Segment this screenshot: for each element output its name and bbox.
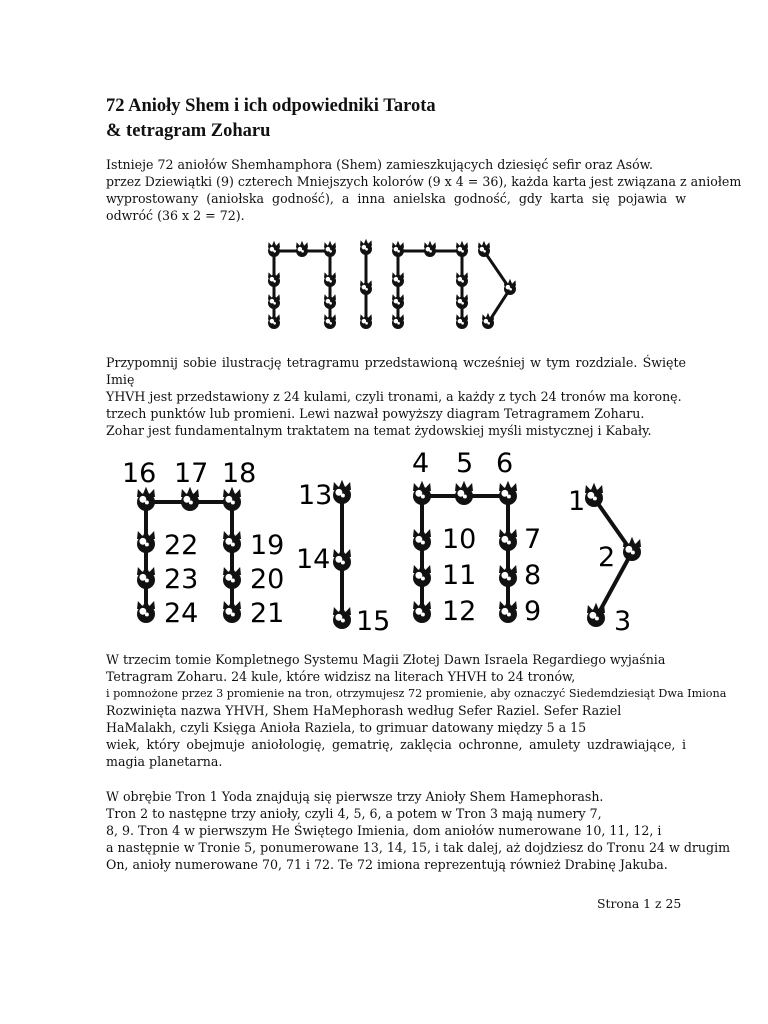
tetragram-small-he-final [268, 241, 336, 329]
orb-highlight [461, 250, 464, 253]
orb-highlight [329, 250, 332, 253]
throne-orb [413, 563, 431, 587]
throne-label: 21 [250, 598, 285, 629]
throne-label: 17 [174, 458, 209, 489]
throne-orb [424, 241, 436, 257]
orb-highlight [421, 540, 425, 544]
orb-highlight [421, 494, 425, 498]
throne-orb [456, 293, 468, 309]
paragraph-regardie [106, 651, 727, 770]
orb-highlight [507, 540, 511, 544]
orb-highlight [487, 322, 490, 325]
orb-highlight [429, 250, 432, 253]
orb-highlight [421, 576, 425, 580]
throne-label: 11 [442, 560, 477, 591]
throne-label: 6 [496, 448, 514, 479]
text-line: YHVH jest przedstawiony z 24 kulami, czyli tronami, a każdy z tych 24 tronów ma koronę. [106, 389, 682, 404]
orb-highlight [329, 280, 332, 283]
text-line: 8, 9. Tron 4 w pierwszym He Świętego Imienia, dom aniołów numerowane 10, 11, 12, i [106, 823, 662, 838]
text-line: Zohar jest fundamentalnym traktatem na temat żydowskiej myśli mistycznej i Kabały. [106, 423, 652, 438]
throne-orb [413, 527, 431, 551]
orb-highlight [231, 612, 235, 616]
throne-label: 19 [250, 530, 285, 561]
throne-label: 2 [598, 542, 616, 573]
throne-orb [499, 599, 517, 623]
orb-highlight [463, 494, 467, 498]
orb-highlight [341, 618, 345, 622]
text-line: On, anioły numerowane 70, 71 i 72. Te 72 imiona reprezentują również Drabinę Jakuba. [106, 857, 668, 872]
orb-highlight [365, 248, 368, 251]
paragraph-tetragram [106, 354, 686, 439]
document-title [106, 94, 686, 144]
throne-orb [392, 241, 404, 257]
throne-orb [392, 313, 404, 329]
throne-orb [456, 271, 468, 287]
text-line: odwróć (36 x 2 = 72). [106, 208, 245, 223]
throne-label: 1 [568, 486, 586, 517]
orb-highlight [397, 322, 400, 325]
orb-highlight [341, 560, 345, 564]
throne-label: 20 [250, 564, 285, 595]
throne-label: 8 [524, 560, 542, 591]
orb-highlight [329, 302, 332, 305]
throne-orb [181, 487, 199, 511]
text-line: HaMalakh, czyli Księga Anioła Raziela, to grimuar datowany między 5 a 15 [106, 720, 587, 735]
orb-highlight [231, 578, 235, 582]
orb-highlight [145, 612, 149, 616]
throne-orb [137, 599, 155, 623]
text-line: Tetragram Zoharu. 24 kule, które widzisz na literach YHVH to 24 tronów, [106, 669, 576, 684]
throne-orb [268, 271, 280, 287]
throne-orb [413, 599, 431, 623]
orb-highlight [483, 250, 486, 253]
throne-orb [585, 483, 603, 507]
orb-highlight [461, 302, 464, 305]
tetragram-small-vav [360, 239, 372, 329]
throne-orb [499, 481, 517, 505]
orb-highlight [631, 550, 635, 554]
orb-highlight [231, 500, 235, 504]
text-line: Rozwinięta nazwa YHVH, Shem HaMephorash według Sefer Raziel. Sefer Raziel [106, 703, 622, 718]
throne-orb [268, 293, 280, 309]
throne-orb [324, 313, 336, 329]
throne-orb [360, 313, 372, 329]
throne-orb [333, 547, 351, 571]
text-line: Tron 2 to następne trzy anioły, czyli 4, 5, 6, a potem w Tron 3 mają numery 7, [106, 806, 602, 821]
orb-highlight [397, 280, 400, 283]
tetragram-small-yod [478, 241, 516, 329]
orb-highlight [365, 288, 368, 291]
orb-highlight [461, 280, 464, 283]
throne-orb [413, 481, 431, 505]
page-number: Strona 1 z 25 [597, 896, 682, 911]
throne-orb [392, 293, 404, 309]
orb-highlight [397, 250, 400, 253]
tetragram-small-he-first [392, 241, 468, 329]
text-line: i pomnożone przez 3 promienie na tron, otrzymujesz 72 promienie, aby oznaczyć Siedemdziesiąt Dwa Imiona [106, 687, 727, 700]
text-line: magia planetarna. [106, 754, 223, 769]
throne-orb [223, 529, 241, 553]
orb-highlight [365, 322, 368, 325]
orb-highlight [595, 616, 599, 620]
throne-orb [360, 239, 372, 255]
text-line: wyprostowany (aniołska godność), a inna anielska godność, gdy karta się pojawia w [106, 191, 686, 206]
orb-highlight [341, 493, 345, 497]
throne-orb [223, 565, 241, 589]
throne-label: 22 [164, 530, 199, 561]
throne-orb [223, 599, 241, 623]
text-line: trzech punktów lub promieni. Lewi nazwał powyższy diagram Tetragramem Zoharu. [106, 406, 645, 421]
throne-orb [324, 271, 336, 287]
throne-orb [499, 527, 517, 551]
tetragram-figure-numbered [116, 440, 656, 636]
throne-label: 12 [442, 596, 477, 627]
throne-orb [268, 313, 280, 329]
orb-highlight [507, 576, 511, 580]
orb-highlight [507, 494, 511, 498]
letter-strokes [333, 480, 351, 629]
orb-highlight [593, 496, 597, 500]
title-line-2: & tetragram Zoharu [106, 121, 271, 141]
orb-highlight [273, 322, 276, 325]
throne-orb [333, 480, 351, 504]
throne-orb [392, 271, 404, 287]
throne-orb [456, 241, 468, 257]
throne-label: 7 [524, 524, 542, 555]
text-line: a następnie w Tronie 5, ponumerowane 13, 14, 15, i tak dalej, aż dojdziesz do Tronu 24 w drugim [106, 840, 731, 855]
orb-highlight [189, 500, 193, 504]
text-line: przez Dziewiątki (9) czterech Mniejszych kolorów (9 x 4 = 36), każda karta jest związana z aniołem [106, 174, 742, 189]
orb-highlight [273, 250, 276, 253]
orb-highlight [507, 612, 511, 616]
orb-highlight [301, 250, 304, 253]
tetragram-he-final-letter [122, 458, 284, 629]
orb-highlight [273, 302, 276, 305]
throne-label: 23 [164, 564, 199, 595]
throne-label: 14 [296, 544, 331, 575]
throne-orb [478, 241, 490, 257]
throne-orb [360, 279, 372, 295]
throne-orb [137, 565, 155, 589]
title-line-1: 72 Anioły Shem i ich odpowiedniki Tarota [106, 96, 436, 116]
orb-highlight [145, 500, 149, 504]
throne-label: 24 [164, 598, 199, 629]
text-line: Istnieje 72 aniołów Shemhamphora (Shem) zamieszkujących dziesięć sefir oraz Asów. [106, 157, 653, 172]
orb-highlight [273, 280, 276, 283]
orb-highlight [145, 542, 149, 546]
throne-orb [223, 487, 241, 511]
paragraph-intro [106, 156, 742, 224]
throne-orb [333, 605, 351, 629]
throne-orb [324, 241, 336, 257]
throne-orb [324, 293, 336, 309]
paragraph-thrones [106, 788, 731, 873]
throne-orb [137, 487, 155, 511]
tetragram-he-first-letter [412, 448, 541, 627]
tetragram-yod-letter [568, 483, 641, 636]
orb-highlight [509, 288, 512, 291]
orb-highlight [461, 322, 464, 325]
tetragram-vav-letter [296, 480, 390, 636]
tetragram-figure-small [258, 231, 520, 341]
orb-highlight [145, 578, 149, 582]
orb-highlight [231, 542, 235, 546]
throne-label: 9 [524, 596, 542, 627]
throne-orb [455, 481, 473, 505]
orb-highlight [421, 612, 425, 616]
throne-label: 4 [412, 448, 430, 479]
text-line: Przypomnij sobie ilustrację tetragramu przedstawioną wcześniej w tym rozdziale. Święte Imię [106, 355, 686, 387]
orb-highlight [397, 302, 400, 305]
text-line: W trzecim tomie Kompletnego Systemu Magii Złotej Dawn Israela Regardiego wyjaśnia [106, 652, 666, 667]
throne-label: 3 [614, 606, 632, 636]
throne-label: 5 [456, 448, 474, 479]
throne-orb [456, 313, 468, 329]
throne-label: 10 [442, 524, 477, 555]
throne-orb [137, 529, 155, 553]
throne-orb [499, 563, 517, 587]
orb-highlight [329, 322, 332, 325]
throne-orb [296, 241, 308, 257]
text-line: wiek, który obejmuje aniołologię, gematrię, zaklęcia ochronne, amulety uzdrawiające, i [106, 737, 686, 752]
text-line: W obrębie Tron 1 Yoda znajdują się pierwsze trzy Anioły Shem Hamephorash. [106, 789, 604, 804]
throne-orb [268, 241, 280, 257]
throne-label: 18 [222, 458, 257, 489]
throne-label: 16 [122, 458, 157, 489]
throne-label: 15 [356, 606, 391, 636]
throne-label: 13 [298, 480, 333, 511]
